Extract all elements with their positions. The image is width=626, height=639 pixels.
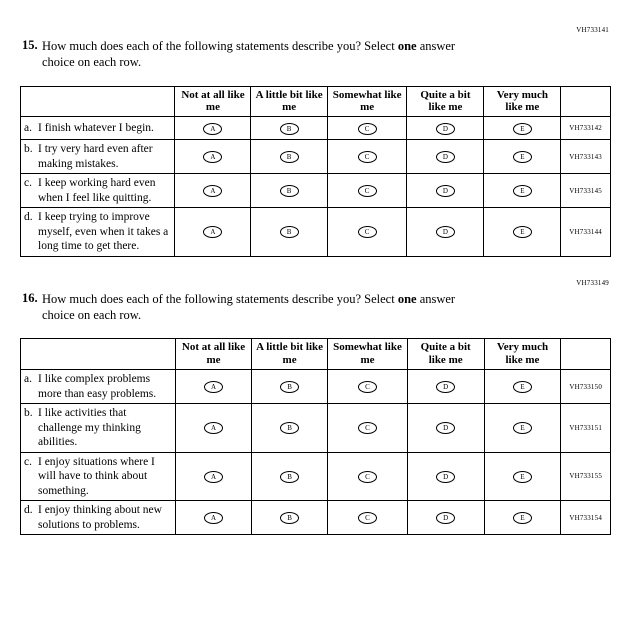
option-cell (407, 208, 484, 256)
answer-oval[interactable]: D (436, 151, 455, 163)
option-cell (251, 174, 327, 208)
statement-text: I keep trying to improve myself, even when it takes a long time to get there. (38, 211, 169, 253)
statement-cell (21, 404, 176, 452)
row-item-code: VH733151 (561, 404, 611, 452)
question-prompt-text (42, 292, 455, 306)
grid-header-empty (21, 339, 176, 370)
question-prompt-text (42, 39, 455, 53)
answer-oval[interactable]: E (513, 512, 532, 524)
prompt-emphasis: one (397, 39, 417, 53)
prompt-segment: answer (416, 291, 456, 306)
statement-cell (21, 140, 175, 174)
answer-oval[interactable]: E (513, 226, 532, 238)
row-letter: d. (24, 211, 33, 224)
statement-text: I keep working hard even when I feel like quitting. (38, 177, 156, 204)
option-cell (407, 117, 484, 140)
answer-oval[interactable]: C (358, 471, 377, 483)
option-cell (484, 117, 561, 140)
prompt-emphasis: one (397, 291, 417, 306)
column-header: Very much like me (484, 339, 561, 370)
statement-text: I like activities that challenge my thinking abilities. (38, 407, 141, 449)
column-header: Very much like me (484, 86, 561, 117)
grid-header-empty (21, 86, 175, 117)
table-row (21, 117, 611, 140)
answer-oval[interactable]: E (513, 151, 532, 163)
answer-oval[interactable]: A (204, 471, 223, 483)
answer-oval[interactable]: A (203, 226, 222, 238)
answer-oval[interactable]: D (436, 512, 455, 524)
question-prompt-line2: choice on each row. (42, 55, 142, 70)
option-cell (327, 208, 407, 256)
answer-oval[interactable]: A (203, 185, 222, 197)
statement-text: I enjoy thinking about new solutions to problems. (38, 504, 162, 531)
answer-oval[interactable]: A (203, 151, 222, 163)
answer-oval[interactable]: C (358, 151, 377, 163)
answer-oval[interactable]: D (436, 422, 455, 434)
option-cell (327, 140, 407, 174)
answer-oval[interactable]: A (204, 381, 223, 393)
answer-oval[interactable]: D (436, 123, 455, 135)
option-cell (407, 452, 484, 500)
option-cell (175, 140, 251, 174)
option-cell (176, 501, 252, 535)
option-cell (251, 208, 327, 256)
question-prompt (42, 38, 455, 71)
question-prompt-line2: choice on each row. (42, 308, 142, 323)
grid-header-code-empty (561, 86, 611, 117)
question-line (20, 38, 611, 71)
question-number: 15. (22, 38, 38, 52)
row-letter: b. (24, 407, 33, 420)
option-cell (328, 501, 408, 535)
answer-oval[interactable]: E (513, 381, 532, 393)
answer-oval[interactable]: B (280, 512, 299, 524)
answer-oval[interactable]: B (280, 422, 299, 434)
answer-oval[interactable]: B (280, 185, 299, 197)
column-header: A little bit like me (251, 339, 327, 370)
answer-oval[interactable]: E (513, 185, 532, 197)
table-row (21, 174, 611, 208)
statement-text: I enjoy situations where I will have to think about something. (38, 455, 155, 497)
option-cell (328, 452, 408, 500)
column-header: Not at all like me (176, 339, 252, 370)
item-code: VH733141 (576, 26, 609, 34)
item-code: VH733149 (576, 278, 609, 287)
answer-oval[interactable]: E (513, 422, 532, 434)
option-cell (407, 174, 484, 208)
row-item-code: VH733150 (561, 370, 611, 404)
statement-cell (21, 370, 176, 404)
option-cell (251, 140, 327, 174)
option-cell (176, 370, 252, 404)
question-prompt (42, 291, 455, 324)
statement-cell (21, 117, 175, 140)
option-cell (327, 174, 407, 208)
option-cell (176, 404, 252, 452)
option-cell (407, 404, 484, 452)
option-cell (484, 404, 561, 452)
answer-oval[interactable]: A (203, 123, 222, 135)
row-item-code: VH733143 (561, 140, 611, 174)
table-row (21, 404, 611, 452)
option-cell (407, 140, 484, 174)
statement-cell (21, 501, 176, 535)
column-header: A little bit like me (251, 86, 327, 117)
response-grid (20, 86, 611, 257)
option-cell (175, 174, 251, 208)
statement-text: I finish whatever I begin. (38, 122, 154, 135)
answer-oval[interactable]: C (358, 512, 377, 524)
answer-oval[interactable]: C (358, 226, 377, 238)
row-letter: c. (24, 455, 32, 468)
option-cell (484, 174, 561, 208)
option-cell (407, 501, 484, 535)
question-line (20, 291, 611, 324)
option-cell (327, 117, 407, 140)
option-cell (484, 452, 561, 500)
answer-oval[interactable]: C (358, 185, 377, 197)
statement-text: I try very hard even after making mistakes. (38, 143, 153, 170)
column-header: Quite a bit like me (407, 339, 484, 370)
column-header: Quite a bit like me (407, 86, 484, 117)
table-row (21, 208, 611, 256)
option-cell (484, 370, 561, 404)
answer-oval[interactable]: B (280, 471, 299, 483)
option-cell (484, 140, 561, 174)
option-cell (251, 501, 327, 535)
prompt-segment: How much does each of the following statements describe you? Select (42, 291, 398, 306)
answer-oval[interactable]: B (280, 381, 299, 393)
option-cell (251, 370, 327, 404)
table-row (21, 452, 611, 500)
prompt-segment: How much does each of the following statements describe you? Select (42, 39, 398, 53)
row-letter: d. (24, 504, 33, 517)
column-header: Somewhat like me (328, 339, 408, 370)
prompt-segment: answer (416, 39, 456, 53)
table-row (21, 501, 611, 535)
question-16-block (20, 257, 611, 535)
grid-header-code-empty (561, 339, 611, 370)
table-row (21, 370, 611, 404)
answer-oval[interactable]: B (280, 226, 299, 238)
statement-cell (21, 452, 176, 500)
row-item-code: VH733142 (561, 117, 611, 140)
option-cell (175, 208, 251, 256)
option-cell (251, 404, 327, 452)
answer-oval[interactable]: B (280, 123, 299, 135)
answer-oval[interactable]: E (513, 471, 532, 483)
row-letter: a. (24, 373, 32, 386)
answer-oval[interactable]: A (204, 422, 223, 434)
row-item-code: VH733145 (561, 174, 611, 208)
answer-oval[interactable]: C (358, 422, 377, 434)
row-letter: a. (24, 122, 32, 135)
column-header: Somewhat like me (327, 86, 407, 117)
statement-cell (21, 174, 175, 208)
statement-cell (21, 208, 175, 256)
option-cell (328, 370, 408, 404)
option-cell (407, 370, 484, 404)
answer-oval[interactable]: E (513, 123, 532, 135)
answer-oval[interactable]: D (436, 471, 455, 483)
answer-oval[interactable]: C (358, 123, 377, 135)
row-letter: c. (24, 177, 32, 190)
answer-oval[interactable]: D (436, 226, 455, 238)
answer-oval[interactable]: D (436, 185, 455, 197)
option-cell (484, 501, 561, 535)
answer-oval[interactable]: A (204, 512, 223, 524)
option-cell (484, 208, 561, 256)
statement-text: I like complex problems more than easy problems. (38, 373, 157, 400)
option-cell (251, 452, 327, 500)
row-item-code: VH733154 (561, 501, 611, 535)
response-grid (20, 338, 611, 535)
table-row (21, 140, 611, 174)
option-cell (175, 117, 251, 140)
option-cell (251, 117, 327, 140)
answer-oval[interactable]: C (358, 381, 377, 393)
question-15-block (20, 0, 611, 257)
grid-header-row (21, 86, 611, 117)
row-letter: b. (24, 143, 33, 156)
option-cell (328, 404, 408, 452)
answer-oval[interactable]: D (436, 381, 455, 393)
question-number: 16. (22, 290, 38, 305)
row-item-code: VH733144 (561, 208, 611, 256)
option-cell (176, 452, 252, 500)
grid-header-row (21, 339, 611, 370)
column-header: Not at all like me (175, 86, 251, 117)
answer-oval[interactable]: B (280, 151, 299, 163)
row-item-code: VH733155 (561, 452, 611, 500)
